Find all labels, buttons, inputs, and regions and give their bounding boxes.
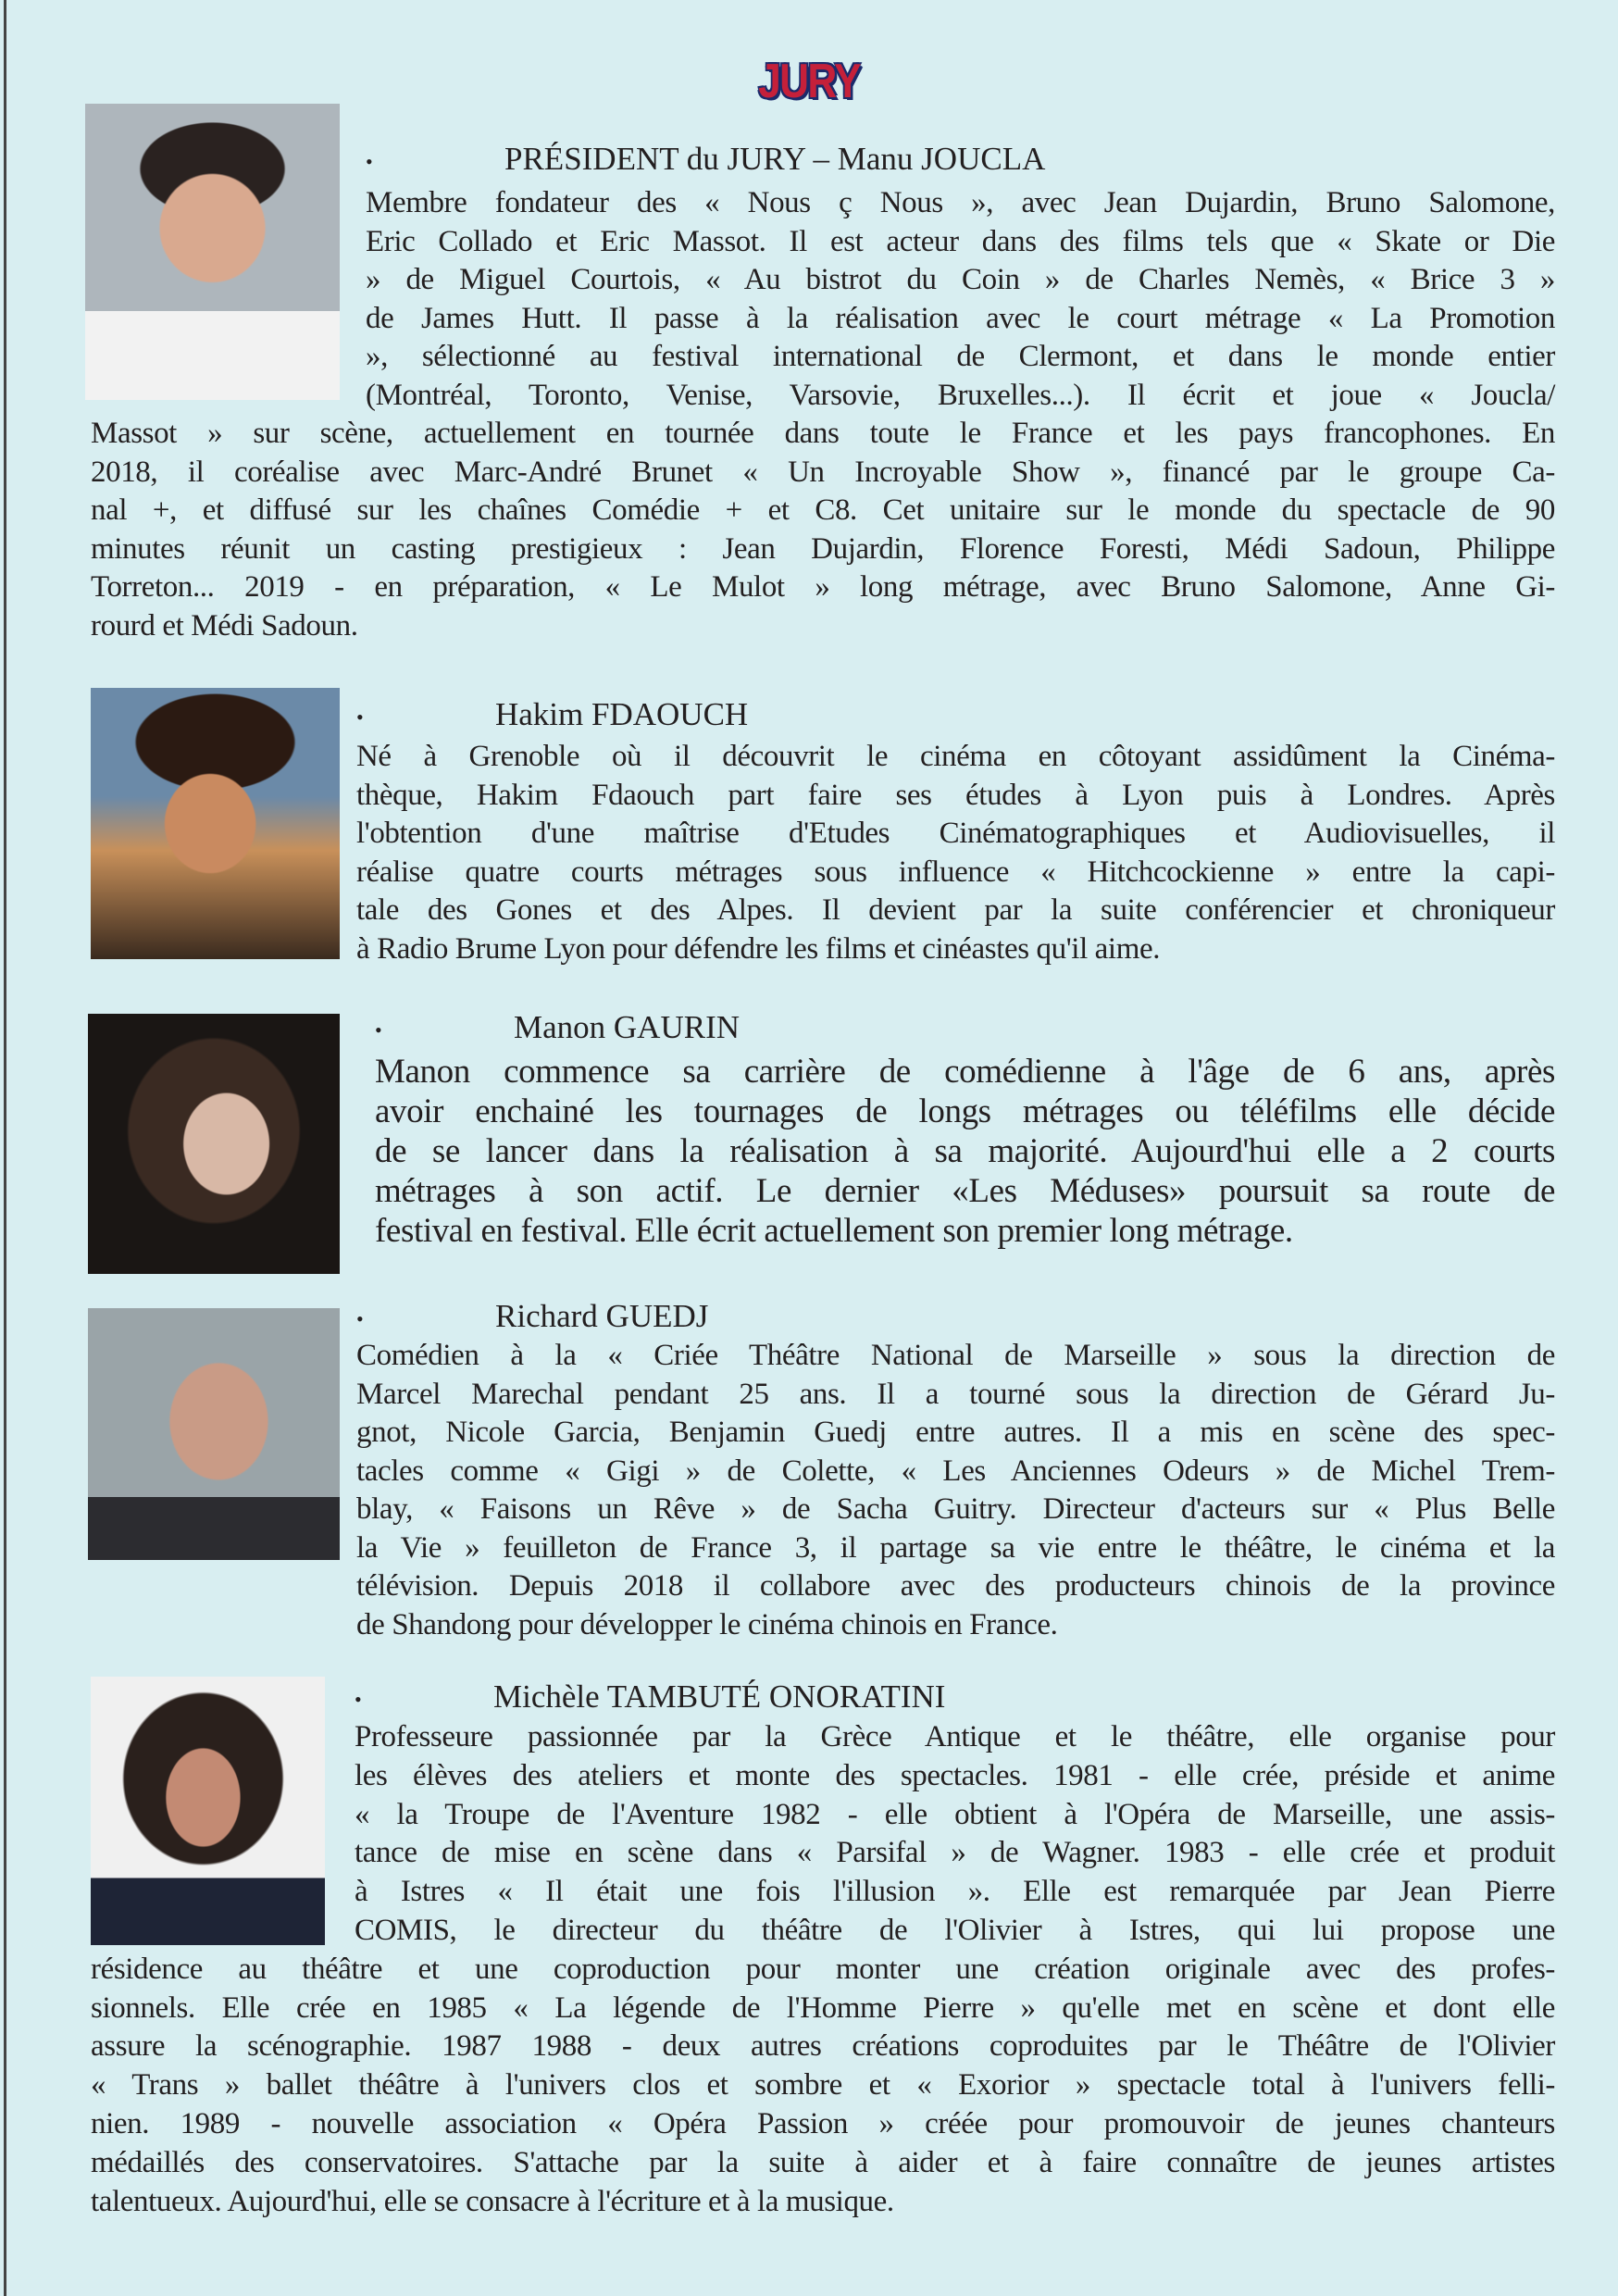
bio-line: assure la scénographie. 1987 1988 - deux autres créations coproduites par le Théâtre de l'Olivier [91, 2029, 1555, 2064]
bio-line: festival en festival. Elle écrit actuellement son premier long métrage. [375, 1212, 1293, 1250]
bio-line: avoir enchainé les tournages de longs métrages ou téléfilms elle décide [375, 1092, 1555, 1130]
bio-line: Massot » sur scène, actuellement en tournée dans toute le France et les pays francophones. En [91, 417, 1555, 450]
jury-member-name [356, 1298, 708, 1335]
bio-line: réalise quatre courts métrages sous influence « Hitchcockienne » entre la capi- [356, 855, 1555, 889]
jury-member-name [356, 696, 748, 733]
jury-member-name [366, 141, 1045, 178]
jury-member-bio [91, 1337, 1555, 1644]
name-text: Michèle TAMBUTÉ ONORATINI [493, 1678, 946, 1715]
bio-line: Marcel Marechal pendant 25 ans. Il a tourné sous la direction de Gérard Ju- [356, 1377, 1555, 1411]
bio-line: médaillés des conservatoires. S'attache par la suite à aider et à faire connaître de jeunes artistes [91, 2145, 1555, 2179]
bullet-icon: • [375, 1017, 382, 1042]
bio-line: tance de mise en scène dans « Parsifal » de Wagner. 1983 - elle crée et produit [355, 1836, 1555, 1870]
bio-line: talentueux. Aujourd'hui, elle se consacre à l'écriture et à la musique. [91, 2184, 894, 2218]
bio-line: sionnels. Elle crée en 1985 « La légende de l'Homme Pierre » qu'elle met en scène et dont elle [91, 1990, 1555, 2025]
bio-line: Eric Collado et Eric Massot. Il est acteur dans des films tels que « Skate or Die [366, 224, 1555, 258]
jury-member-bio [91, 1718, 1555, 2221]
jury-member-bio [91, 184, 1555, 645]
bio-line: », sélectionné au festival international de Clermont, et dans le monde entier [366, 340, 1555, 373]
name-text: Richard GUEDJ [495, 1298, 709, 1334]
bio-line: les élèves des ateliers et monte des spectacles. 1981 - elle crée, préside et anime [355, 1758, 1555, 1792]
bullet-icon: • [355, 1687, 362, 1711]
bio-line: métrages à son actif. Le dernier «Les Méduses» poursuit sa route de [375, 1172, 1555, 1210]
jury-member-bio [91, 738, 1555, 968]
bio-line: » de Miguel Courtois, « Au bistrot du Coin » de Charles Nemès, « Brice 3 » [366, 263, 1555, 296]
bio-line: nal +, et diffusé sur les chaînes Comédie + et C8. Cet unitaire sur le monde du spectacle de 90 [91, 493, 1555, 527]
page-border [4, 0, 6, 2296]
jury-member-bio [91, 1052, 1555, 1251]
bio-line: Torreton... 2019 - en préparation, « Le Mulot » long métrage, avec Bruno Salomone, Anne Gi- [91, 570, 1555, 604]
bio-line: blay, « Faisons un Rêve » de Sacha Guitry. Directeur d'acteurs sur « Plus Belle [356, 1492, 1555, 1526]
bio-line: Professeure passionnée par la Grèce Antique et le théâtre, elle organise pour [355, 1720, 1555, 1753]
bio-line: Manon commence sa carrière de comédienne à l'âge de 6 ans, après [375, 1053, 1555, 1091]
jury-member-name [375, 1009, 740, 1046]
jury-member-name [355, 1678, 945, 1716]
bio-line: « la Troupe de l'Aventure 1982 - elle obtient à l'Opéra de Marseille, une assis- [355, 1797, 1555, 1831]
bio-line: (Montréal, Toronto, Venise, Varsovie, Bruxelles...). Il écrit et joue « Joucla/ [366, 378, 1555, 412]
bio-line: à Istres « Il était une fois l'illusion ». Elle est remarquée par Jean Pierre [355, 1875, 1555, 1909]
bio-line: Né à Grenoble où il découvrit le cinéma en côtoyant assidûment la Cinéma- [356, 740, 1555, 773]
name-text: Hakim FDAOUCH [495, 696, 749, 732]
bullet-icon: • [366, 149, 373, 173]
bio-line: de se lancer dans la réalisation à sa majorité. Aujourd'hui elle a 2 courts [375, 1132, 1555, 1170]
bio-line: résidence au théâtre et une coproduction pour monter une création originale avec des profes- [91, 1952, 1555, 1986]
bio-line: Comédien à la « Criée Théâtre National de Marseille » sous la direction de [356, 1339, 1555, 1372]
bio-line: tacles comme « Gigi » de Colette, « Les Anciennes Odeurs » de Michel Trem- [356, 1454, 1555, 1488]
bio-line: rourd et Médi Sadoun. [91, 608, 358, 643]
bio-line: de Shandong pour développer le cinéma chinois en France. [356, 1607, 1058, 1641]
name-text: PRÉSIDENT du JURY – Manu JOUCLA [504, 141, 1046, 177]
bio-line: tale des Gones et des Alpes. Il devient par la suite conférencier et chroniqueur [356, 893, 1555, 927]
bio-line: COMIS, le directeur du théâtre de l'Olivier à Istres, qui lui propose une [355, 1913, 1555, 1947]
bullet-icon: • [356, 705, 364, 729]
bio-line: thèque, Hakim Fdaouch part faire ses études à Lyon puis à Londres. Après [356, 778, 1555, 812]
bio-line: de James Hutt. Il passe à la réalisation avec le court métrage « La Promotion [366, 301, 1555, 335]
bio-line: 2018, il coréalise avec Marc-André Brunet « Un Incroyable Show », financé par le groupe Ca- [91, 455, 1555, 489]
bio-line: gnot, Nicole Garcia, Benjamin Guedj entre autres. Il a mis en scène des spec- [356, 1416, 1555, 1449]
bio-line: nien. 1989 - nouvelle association « Opéra Passion » créée pour promouvoir de jeunes chanteurs [91, 2106, 1555, 2140]
bio-line: minutes réunit un casting prestigieux : Jean Dujardin, Florence Foresti, Médi Sadoun, Philippe [91, 531, 1555, 566]
bullet-icon: • [356, 1306, 364, 1330]
bio-line: à Radio Brume Lyon pour défendre les films et cinéastes qu'il aime. [356, 931, 1161, 966]
bio-line: télévision. Depuis 2018 il collabore avec des producteurs chinois de la province [356, 1569, 1555, 1603]
bio-line: la Vie » feuilleton de France 3, il partage sa vie entre le théâtre, le cinéma et la [356, 1530, 1555, 1565]
page-title: JURY [758, 55, 860, 108]
bio-line: Membre fondateur des « Nous ç Nous », avec Jean Dujardin, Bruno Salomone, [366, 186, 1555, 219]
bio-line: « Trans » ballet théâtre à l'univers clos et sombre et « Exorior » spectacle total à l'univers felli- [91, 2068, 1555, 2103]
name-text: Manon GAURIN [514, 1009, 741, 1045]
bio-line: l'obtention d'une maîtrise d'Etudes Cinématographiques et Audiovisuelles, il [356, 817, 1555, 850]
